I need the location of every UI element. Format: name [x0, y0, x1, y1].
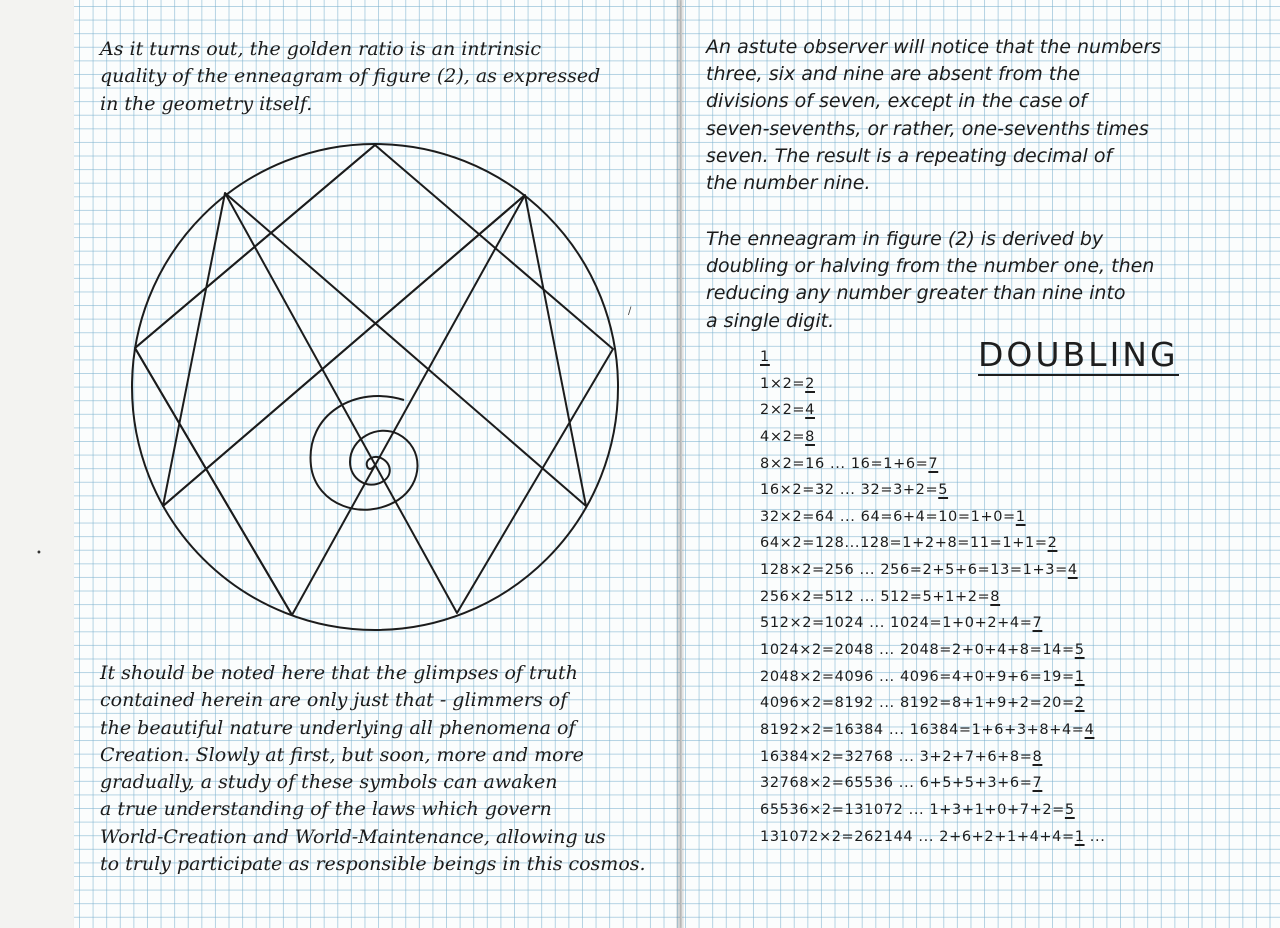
calculation-reduced-digit: 1	[1074, 668, 1085, 685]
golden-spiral	[311, 396, 418, 510]
calculation-expression: 2×2=	[760, 402, 806, 419]
calculation-reduced-digit: 2	[1047, 535, 1058, 552]
calculation-expression: 512×2=1024 ... 1024=1+0+2+4=	[760, 615, 1033, 632]
calculation-row	[760, 637, 1105, 664]
calculation-row	[760, 584, 1105, 611]
calculation-expression: 4096×2=8192 ... 8192=8+1+9+2=20=	[760, 695, 1075, 712]
calculation-trailing-ellipsis: ...	[1084, 828, 1106, 845]
calculation-row	[760, 477, 1105, 504]
calculation-reduced-digit: 8	[990, 588, 1001, 605]
calculation-row	[760, 744, 1105, 771]
calculation-row	[760, 717, 1105, 744]
stray-dot-mark: •	[36, 548, 42, 559]
doubling-heading: DOUBLING	[978, 335, 1179, 374]
calculation-reduced-digit: 1	[1074, 828, 1085, 845]
calculation-reduced-digit: 5	[1074, 642, 1085, 659]
calculation-expression: 32×2=64 ... 64=6+4=10=1+0=	[760, 508, 1016, 525]
calculation-expression: 8×2=16 ... 16=1+6=	[760, 455, 929, 472]
doubling-calculation-list	[760, 344, 1105, 850]
calculation-row	[760, 397, 1105, 424]
enneagram-chord-a	[225, 193, 586, 506]
calculation-row	[760, 504, 1105, 531]
calculation-expression: 1024×2=2048 ... 2048=2+0+4+8=14=	[760, 642, 1075, 659]
calculation-reduced-digit: 7	[928, 455, 939, 472]
calculation-reduced-digit: 5	[938, 482, 949, 499]
calculation-row	[760, 770, 1105, 797]
calculation-expression: 131072×2=262144 ... 2+6+2+1+4+4=	[760, 828, 1075, 845]
calculation-expression: 4×2=	[760, 428, 806, 445]
stray-pencil-mark: /	[628, 306, 632, 317]
left-conclusion-text: It should be noted here that the glimpses of truth contained herein are only just that - glimmers of the beautiful nature underlying all phenomena of Creation. Slowly at first, but soon, more and more gradually, a study of these symbols can awaken a true understanding of the laws which govern World-Creation and World-Maintenance, allowing us to truly participate as responsible beings in this cosmos.	[100, 662, 646, 876]
calculation-expression: 2048×2=4096 ... 4096=4+0+9+6=19=	[760, 668, 1075, 685]
calculation-row	[760, 797, 1105, 824]
calculation-reduced-digit: 1	[1015, 508, 1026, 525]
calculation-reduced-digit: 7	[1032, 775, 1043, 792]
right-paragraph-divisions: An astute observer will notice that the numbers three, six and nine are absent from the divisions of seven, except in the case of seven-sevenths, or rather, one-sevenths times seven. The result is a repeating decimal of the number nine.	[706, 36, 1162, 195]
calculation-expression: 64×2=128...128=1+2+8=11=1+1=	[760, 535, 1048, 552]
calculation-row	[760, 451, 1105, 478]
calculation-row	[760, 344, 1105, 371]
calculation-row	[760, 610, 1105, 637]
calculation-reduced-digit: 4	[1084, 721, 1095, 738]
calculation-expression: 8192×2=16384 ... 16384=1+6+3+8+4=	[760, 721, 1085, 738]
calculation-row	[760, 424, 1105, 451]
enneagram-circle	[132, 144, 618, 630]
calculation-reduced-digit: 1	[760, 349, 770, 365]
enneagram-edge-lower-left	[135, 348, 292, 615]
enneagram-edge-right	[525, 195, 586, 506]
enneagram-golden-spiral-figure	[120, 130, 630, 635]
calculation-reduced-digit: 8	[1032, 748, 1043, 765]
calculation-expression: 65536×2=131072 ... 1+3+1+0+7+2=	[760, 801, 1065, 818]
calculation-expression: 32768×2=65536 ... 6+5+5+3+6=	[760, 775, 1033, 792]
calculation-expression: 16×2=32 ... 32=3+2=	[760, 482, 939, 499]
calculation-row	[760, 530, 1105, 557]
enneagram-diamond-star	[135, 145, 613, 615]
enneagram-chord-b	[163, 195, 525, 506]
calculation-row	[760, 690, 1105, 717]
right-paragraph-derivation: The enneagram in figure (2) is derived by doubling or halving from the number one, then reducing any number greater than nine into a single digit.	[706, 228, 1155, 332]
calculation-row	[760, 664, 1105, 691]
calculation-reduced-digit: 4	[805, 402, 815, 419]
calculation-row	[760, 557, 1105, 584]
left-intro-text: As it turns out, the golden ratio is an intrinsic quality of the enneagram of figure (2), as expressed in the geometry itself.	[100, 38, 601, 115]
calculation-reduced-digit: 2	[805, 375, 815, 392]
calculation-row	[760, 824, 1105, 851]
notebook-spine	[676, 0, 684, 928]
calculation-reduced-digit: 8	[805, 428, 815, 445]
calculation-reduced-digit: 4	[1067, 562, 1078, 579]
calculation-expression: 1×2=	[760, 375, 806, 392]
calculation-reduced-digit: 2	[1074, 695, 1085, 712]
calculation-expression: 128×2=256 ... 256=2+5+6=13=1+3=	[760, 562, 1068, 579]
calculation-expression: 16384×2=32768 ... 3+2+7+6+8=	[760, 748, 1033, 765]
calculation-expression: 256×2=512 ... 512=5+1+2=	[760, 588, 991, 605]
calculation-reduced-digit: 7	[1032, 615, 1043, 632]
calculation-reduced-digit: 5	[1064, 801, 1075, 818]
calculation-row	[760, 371, 1105, 398]
enneagram-drawing	[132, 144, 618, 630]
